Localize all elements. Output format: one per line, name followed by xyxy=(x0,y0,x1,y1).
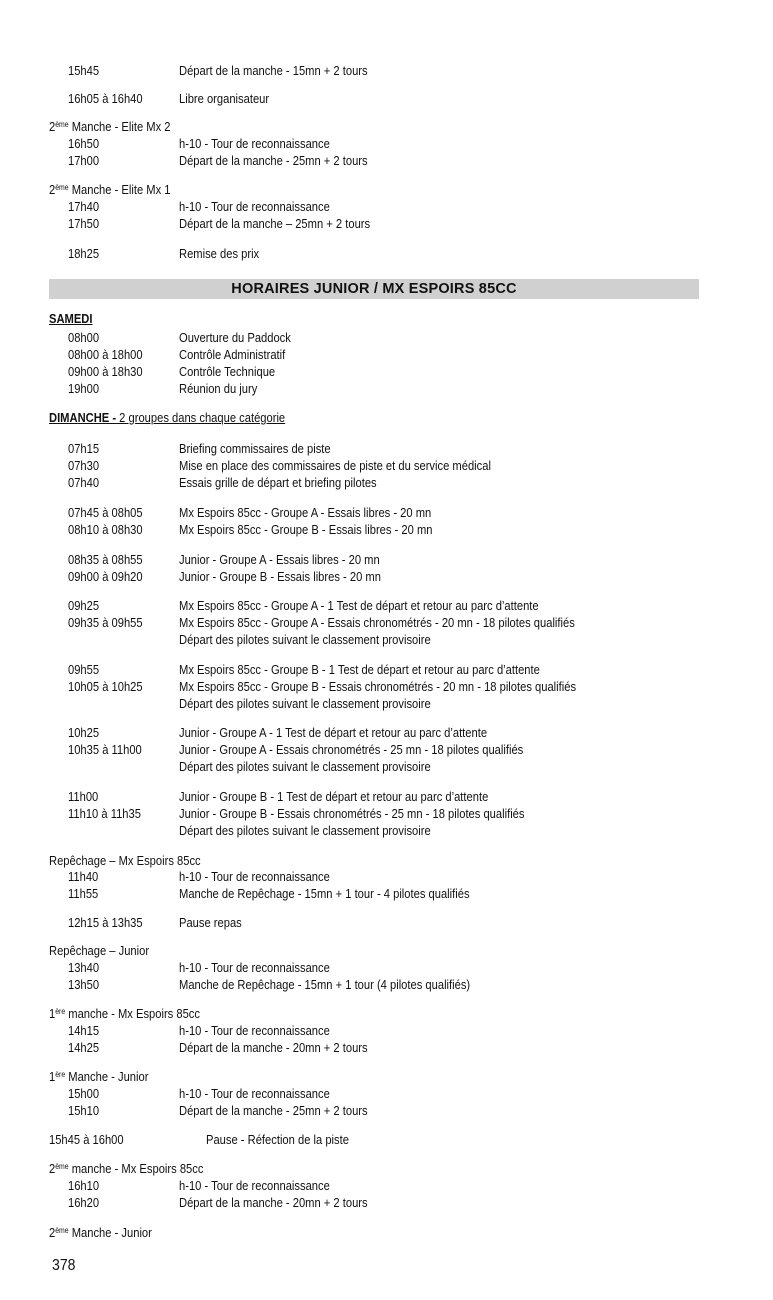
time-cell: 09h25 xyxy=(68,598,100,613)
time-cell: 10h35 à 11h00 xyxy=(68,742,142,757)
desc-cell: Junior - Groupe A - Essais chronométrés - 25 mn - 18 pilotes qualifiés xyxy=(179,742,524,757)
time-cell: 07h30 xyxy=(68,458,100,473)
time-cell: 09h35 à 09h55 xyxy=(68,615,143,630)
section-heading: 2ème Manche - Junior xyxy=(49,1225,152,1240)
time-cell: 13h50 xyxy=(68,977,100,992)
desc-cell: Junior - Groupe B - 1 Test de départ et retour au parc d’attente xyxy=(179,789,489,804)
desc-cell: Départ des pilotes suivant le classement provisoire xyxy=(179,823,431,838)
desc-cell: Pause repas xyxy=(179,915,242,930)
time-cell: 15h45 à 16h00 xyxy=(49,1132,124,1147)
time-cell: 16h20 xyxy=(68,1195,100,1210)
desc-cell: Junior - Groupe A - 1 Test de départ et retour au parc d’attente xyxy=(179,725,488,740)
desc-cell: Départ des pilotes suivant le classement provisoire xyxy=(179,632,431,647)
time-cell: 11h55 xyxy=(68,886,99,901)
time-cell: 16h10 xyxy=(68,1178,100,1193)
desc-cell: Contrôle Technique xyxy=(179,364,276,379)
dimanche-heading: DIMANCHE - 2 groupes dans chaque catégorie xyxy=(49,410,286,425)
time-cell: 17h40 xyxy=(68,199,100,214)
desc-cell: Essais grille de départ et briefing pilotes xyxy=(179,475,377,490)
section-heading: 2ème Manche - Elite Mx 1 xyxy=(49,182,171,197)
page-number: 378 xyxy=(52,1257,76,1274)
time-cell: 16h05 à 16h40 xyxy=(68,91,143,106)
time-cell: 14h25 xyxy=(68,1040,100,1055)
time-cell: 17h50 xyxy=(68,216,100,231)
time-cell: 19h00 xyxy=(68,381,100,396)
desc-cell: Départ des pilotes suivant le classement provisoire xyxy=(179,696,431,711)
time-cell: 11h00 xyxy=(68,789,99,804)
desc-cell: Départ de la manche – 25mn + 2 tours xyxy=(179,216,371,231)
section-heading: 2ème manche - Mx Espoirs 85cc xyxy=(49,1161,204,1176)
section-heading: Repêchage – Mx Espoirs 85cc xyxy=(49,853,201,868)
desc-cell: Départ de la manche - 25mn + 2 tours xyxy=(179,153,368,168)
desc-cell: Départ de la manche - 20mn + 2 tours xyxy=(179,1040,368,1055)
desc-cell: Ouverture du Paddock xyxy=(179,330,291,345)
desc-cell: h-10 - Tour de reconnaissance xyxy=(179,869,330,884)
desc-cell: h-10 - Tour de reconnaissance xyxy=(179,1023,330,1038)
desc-cell: Manche de Repêchage - 15mn + 1 tour - 4 pilotes qualifiés xyxy=(179,886,470,901)
time-cell: 07h40 xyxy=(68,475,100,490)
desc-cell: Départ de la manche - 15mn + 2 tours xyxy=(179,63,368,78)
desc-cell: Junior - Groupe B - Essais libres - 20 mn xyxy=(179,569,381,584)
desc-cell: Junior - Groupe A - Essais libres - 20 mn xyxy=(179,552,380,567)
desc-cell: h-10 - Tour de reconnaissance xyxy=(179,960,330,975)
desc-cell: Mx Espoirs 85cc - Groupe A - 1 Test de départ et retour au parc d’attente xyxy=(179,598,539,613)
desc-cell: h-10 - Tour de reconnaissance xyxy=(179,1178,330,1193)
desc-cell: h-10 - Tour de reconnaissance xyxy=(179,199,330,214)
desc-cell: Mise en place des commissaires de piste et du service médical xyxy=(179,458,491,473)
desc-cell: Mx Espoirs 85cc - Groupe B - Essais chronométrés - 20 mn - 18 pilotes qualifiés xyxy=(179,679,577,694)
desc-cell: Junior - Groupe B - Essais chronométrés - 25 mn - 18 pilotes qualifiés xyxy=(179,806,525,821)
desc-cell: Départ des pilotes suivant le classement provisoire xyxy=(179,759,431,774)
desc-cell: h-10 - Tour de reconnaissance xyxy=(179,136,330,151)
time-cell: 10h25 xyxy=(68,725,100,740)
desc-cell: Mx Espoirs 85cc - Groupe B - Essais libres - 20 mn xyxy=(179,522,433,537)
section-title-bar xyxy=(49,279,699,299)
time-cell: 11h40 xyxy=(68,869,99,884)
time-cell: 10h05 à 10h25 xyxy=(68,679,143,694)
time-cell: 07h15 xyxy=(68,441,100,456)
desc-cell: Remise des prix xyxy=(179,246,260,261)
time-cell: 08h10 à 08h30 xyxy=(68,522,143,537)
desc-cell: Pause - Réfection de la piste xyxy=(206,1132,349,1147)
desc-cell: Départ de la manche - 20mn + 2 tours xyxy=(179,1195,368,1210)
section-heading: Repêchage – Junior xyxy=(49,943,150,958)
desc-cell: Mx Espoirs 85cc - Groupe A - Essais libres - 20 mn xyxy=(179,505,432,520)
time-cell: 15h00 xyxy=(68,1086,100,1101)
section-heading: 2ème Manche - Elite Mx 2 xyxy=(49,119,171,134)
section-heading: 1ère Manche - Junior xyxy=(49,1069,149,1084)
time-cell: 08h00 xyxy=(68,330,100,345)
desc-cell: Réunion du jury xyxy=(179,381,258,396)
time-cell: 09h55 xyxy=(68,662,100,677)
time-cell: 14h15 xyxy=(68,1023,100,1038)
time-cell: 08h00 à 18h00 xyxy=(68,347,143,362)
time-cell: 17h00 xyxy=(68,153,100,168)
section-heading: 1ère manche - Mx Espoirs 85cc xyxy=(49,1006,200,1021)
section-title: HORAIRES JUNIOR / MX ESPOIRS 85CC xyxy=(231,281,517,297)
samedi-heading: SAMEDI xyxy=(49,311,93,326)
time-cell: 09h00 à 18h30 xyxy=(68,364,143,379)
time-cell: 08h35 à 08h55 xyxy=(68,552,143,567)
time-cell: 15h10 xyxy=(68,1103,100,1118)
desc-cell: Libre organisateur xyxy=(179,91,270,106)
time-cell: 18h25 xyxy=(68,246,100,261)
desc-cell: Départ de la manche - 25mn + 2 tours xyxy=(179,1103,368,1118)
desc-cell: Contrôle Administratif xyxy=(179,347,286,362)
desc-cell: Mx Espoirs 85cc - Groupe A - Essais chronométrés - 20 mn - 18 pilotes qualifiés xyxy=(179,615,575,630)
time-cell: 09h00 à 09h20 xyxy=(68,569,143,584)
desc-cell: Briefing commissaires de piste xyxy=(179,441,331,456)
time-cell: 13h40 xyxy=(68,960,100,975)
time-cell: 15h45 xyxy=(68,63,100,78)
time-cell: 16h50 xyxy=(68,136,100,151)
time-cell: 11h10 à 11h35 xyxy=(68,806,141,821)
desc-cell: h-10 - Tour de reconnaissance xyxy=(179,1086,330,1101)
time-cell: 07h45 à 08h05 xyxy=(68,505,143,520)
desc-cell: Manche de Repêchage - 15mn + 1 tour (4 pilotes qualifiés) xyxy=(179,977,471,992)
desc-cell: Mx Espoirs 85cc - Groupe B - 1 Test de départ et retour au parc d’attente xyxy=(179,662,540,677)
time-cell: 12h15 à 13h35 xyxy=(68,915,143,930)
